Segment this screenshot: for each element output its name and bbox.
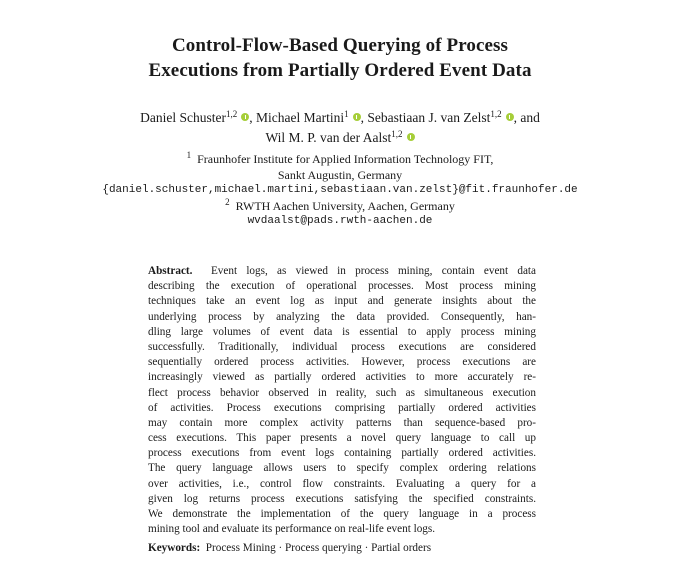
keywords-text: Process Mining · Process querying · Partial orders: [205, 542, 432, 554]
paper-title-line: Executions from Partially Ordered Event Data: [148, 60, 532, 81]
author-affiliation-marker: 1,2: [391, 129, 403, 139]
abstract-line: [148, 264, 536, 279]
abstract-line: techniques take an event log as input and generate insights about the: [148, 295, 536, 308]
abstract-text: Event logs, as viewed in process mining, contain event data: [210, 265, 537, 277]
abstract-line: mining tool and evaluate its performance on real-life event logs.: [148, 523, 436, 536]
author-name: Wil M. P. van der Aalst: [265, 130, 392, 145]
abstract-line: sequentially ordered process activities. However, process executions are: [148, 356, 536, 369]
abstract-line: dling large volumes of event data is essential to apply process mining: [148, 325, 536, 338]
affiliation-email[interactable]: wvdaalst@pads.rwth-aachen.de: [247, 215, 433, 227]
keywords-label: Keywords:: [148, 542, 201, 554]
affiliation-number: 2: [225, 196, 230, 207]
abstract-line: cess executions. This paper presents a novel query language to call up: [148, 432, 536, 445]
author-name: Daniel Schuster: [140, 110, 226, 125]
affiliation-2: [0, 196, 680, 215]
author-affiliation-marker: 1,2: [490, 109, 502, 119]
author-separator: , and: [513, 110, 540, 125]
abstract-line: underlying process by analyzing the data provided. Consequently, han-: [148, 310, 536, 323]
affiliation-location: Sankt Augustin, Germany: [277, 167, 403, 182]
author-name: Sebastiaan J. van Zelst: [367, 110, 491, 125]
abstract-line: The query language allows users to specify complex ordering relations: [148, 462, 536, 475]
author-affiliation-marker: 1: [344, 109, 349, 119]
abstract: [148, 264, 536, 537]
affiliation-name: Fraunhofer Institute for Applied Information Technology FIT,: [197, 152, 494, 166]
affiliation-1: [0, 152, 680, 168]
abstract-line: flect process behavior observed in reality, such as simultaneous execution: [148, 386, 536, 399]
abstract-line: of activities. Process executions comprising partially ordered activities: [148, 401, 536, 414]
abstract-line: describing the execution of operational processes. Most process mining: [148, 280, 536, 293]
abstract-line: over activities, i.e., control flow constraints. Evaluating a query for a: [148, 477, 536, 490]
paper-title: [0, 33, 680, 83]
author-separator: ,: [249, 110, 253, 125]
abstract-label: Abstract.: [148, 265, 193, 277]
author-name: Michael Martini: [256, 110, 345, 125]
abstract-line: We demonstrate the implementation of the query language in a process: [148, 508, 536, 520]
affiliation-name: RWTH Aachen University, Aachen, Germany: [235, 198, 455, 213]
affiliation-number: 1: [186, 150, 192, 160]
author-line: [0, 108, 680, 128]
affiliations: [0, 152, 680, 230]
abstract-line: increasingly viewed as partially ordered activities to more accurately re-: [148, 371, 536, 384]
paper-title-line: Control-Flow-Based Querying of Process: [171, 35, 509, 56]
author-list: [0, 108, 680, 148]
orcid-icon[interactable]: [353, 113, 361, 121]
abstract-line: given log returns process executions satisfying the specified constraints.: [148, 492, 536, 505]
author-separator: ,: [360, 110, 364, 125]
abstract-line: successfully. Traditionally, individual process executions are considered: [148, 340, 536, 353]
abstract-line: may contain more complex activity patterns than sequence-based pro-: [148, 416, 536, 429]
orcid-icon[interactable]: [506, 113, 514, 121]
affiliation-emails[interactable]: {daniel.schuster,michael.martini,sebastiaan.van.zelst}@fit.fraunhofer.de: [102, 184, 578, 196]
author-line: [0, 128, 680, 148]
orcid-icon[interactable]: [407, 133, 415, 141]
abstract-line: process executions from event logs containing partially ordered activities.: [148, 447, 536, 460]
keywords: [148, 541, 536, 556]
author-affiliation-marker: 1,2: [226, 109, 238, 119]
